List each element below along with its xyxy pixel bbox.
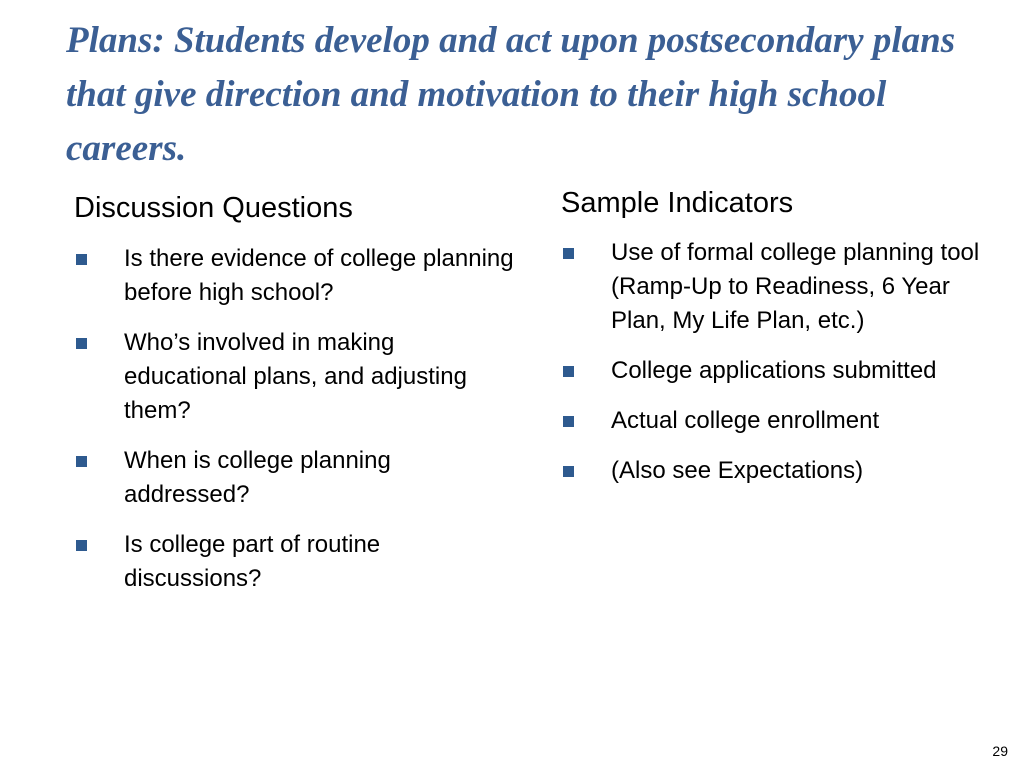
list-item xyxy=(74,444,514,512)
discussion-questions-heading: Discussion Questions xyxy=(74,192,353,224)
square-bullet-icon xyxy=(563,466,574,477)
list-item xyxy=(74,528,514,596)
square-bullet-icon xyxy=(563,416,574,427)
slide-title: Plans: Students develop and act upon postsecondary plans that give direction and motivation to their high school careers. xyxy=(66,20,956,169)
list-item xyxy=(561,354,981,388)
square-bullet-icon xyxy=(76,338,87,349)
page-number: 29 xyxy=(992,743,1008,759)
list-item-text: Is there evidence of college planning before high school? xyxy=(124,245,514,306)
list-item-text: Who’s involved in making educational plans, and adjusting them? xyxy=(124,329,467,424)
discussion-questions-column xyxy=(74,188,514,612)
list-item-text: (Also see Expectations) xyxy=(611,457,864,484)
square-bullet-icon xyxy=(76,540,87,551)
list-item xyxy=(74,242,514,310)
square-bullet-icon xyxy=(76,456,87,467)
square-bullet-icon xyxy=(563,248,574,259)
list-item xyxy=(74,326,514,428)
square-bullet-icon xyxy=(76,254,87,265)
sample-indicators-list xyxy=(561,236,981,488)
list-item-text: When is college planning addressed? xyxy=(124,447,391,508)
discussion-questions-list xyxy=(74,242,514,596)
square-bullet-icon xyxy=(563,366,574,377)
list-item-text: Actual college enrollment xyxy=(611,407,880,434)
list-item-text: Use of formal college planning tool (Ramp-Up to Readiness, 6 Year Plan, My Life Plan, etc.) xyxy=(611,239,980,334)
list-item xyxy=(561,454,981,488)
sample-indicators-column xyxy=(561,183,981,504)
list-item-text: College applications submitted xyxy=(611,357,937,384)
list-item xyxy=(561,404,981,438)
list-item-text: Is college part of routine discussions? xyxy=(124,531,381,592)
sample-indicators-heading: Sample Indicators xyxy=(561,187,794,219)
list-item xyxy=(561,236,981,338)
